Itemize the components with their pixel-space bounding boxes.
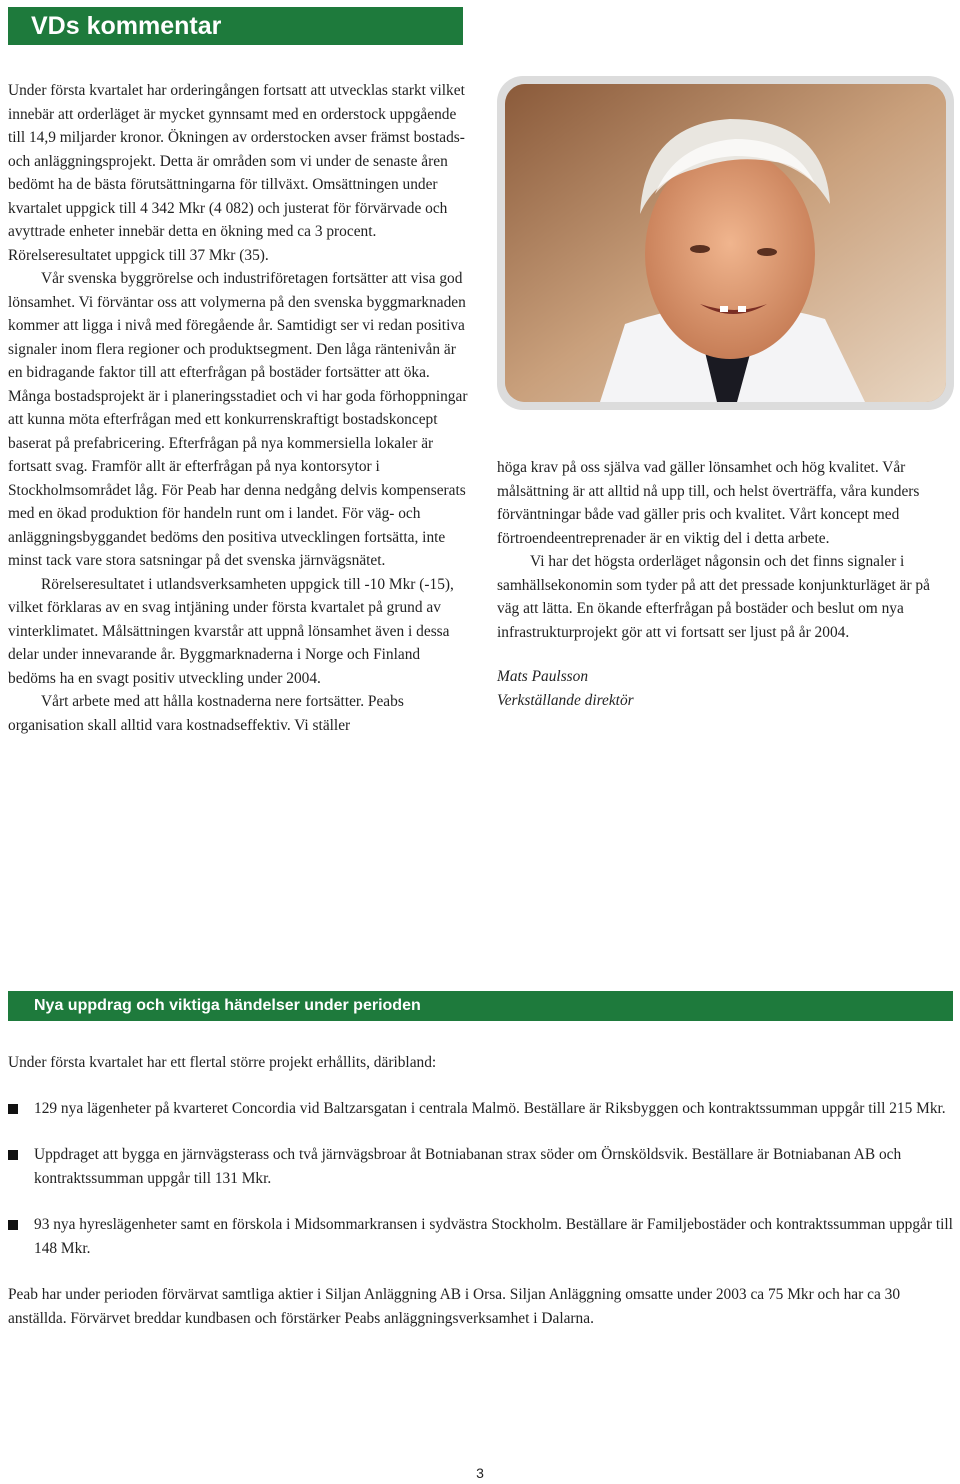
paragraph: Under första kvartalet har orderingången fortsatt att utvecklas starkt vilket innebär att orderläget är mycket gynnsamt med en orderstock uppgående till 14,9 miljarder kronor. Ökningen av orderstocken avser främst bostads- och anläggningsprojekt. Detta är områden som vi under de senaste åren bedömt ha de bästa förutsättningarna för tillväxt. Omsättningen under kvartalet uppgick till 4 342 Mkr (4 082) och justerat för förvärvade och avyttrade enheter innebär detta en ökning med ca 3 procent. Rörelseresultatet uppgick till 37 Mkr (35).: [8, 82, 465, 264]
list-item: [8, 1097, 953, 1121]
section-body: [8, 1051, 953, 1330]
left-column: [8, 79, 470, 737]
closing-paragraph: Peab har under perioden förvärvat samtliga aktier i Siljan Anläggning AB i Orsa. Siljan Anläggning omsatte under 2003 ca 75 Mkr och har ca 30 anställda. Förvärvet breddar kundbasen och förstärker Peabs anläggningsverksamhet i Dalarna.: [8, 1286, 901, 1327]
square-bullet-icon: [8, 1150, 18, 1160]
right-column: [497, 456, 953, 712]
paragraph: Vårt arbete med att hålla kostnaderna nere fortsätter. Peabs organisation skall alltid vara kostnadseffektiv. Vi ställer: [8, 693, 404, 734]
list-item-text: 93 nya hyreslägenheter samt en förskola i Midsommarkransen i sydvästra Stockholm. Beställare är Familjebostäder och kontraktssumman uppgår till 148 Mkr.: [34, 1216, 953, 1257]
list-item: [8, 1213, 953, 1260]
portrait-image: [505, 84, 946, 402]
ceo-portrait: [505, 84, 946, 402]
list-item-text: Uppdraget att bygga en järnvägsterass och två järnvägsbroar åt Botniabanan strax söder om Örnsköldsvik. Beställare är Botniabanan AB och kontraktssumman uppgår till 131 Mkr.: [34, 1146, 902, 1187]
square-bullet-icon: [8, 1104, 18, 1114]
signature-title: Verkställande direktör: [497, 691, 634, 709]
square-bullet-icon: [8, 1220, 18, 1230]
paragraph: Vår svenska byggrörelse och industriföretagen fortsätter att visa god lönsamhet. Vi förväntar oss att volymerna på den svenska byggmarknaden kommer att ligga i nivå med föregående år. Samtidigt ser vi redan positiva signaler inom flera regioner och produktsegment. Den låga räntenivån är en bidragande faktor till att efterfrågan på bostäder fortsätter att öka. Många bostadsprojekt är i planeringsstadiet och vi har goda förhoppningar att kunna möta efterfrågan med ett konkurrenskraftigt bostadskoncept baserat på prefabricering. Efterfrågan på nya kommersiella lokaler är fortsatt svag. Framför allt är efterfrågan på nya kontorsytor i Stockholmsområdet låg. För Peab har denna nedgång delvis kompenserats med en ökad produktion för handeln runt om i landet. För väg- och anläggningsbyggandet bedöms den positiva utvecklingen fortsätta, inte minst tack vare stora satsningar på det svenska järnvägsnätet.: [8, 270, 468, 569]
paragraph: höga krav på oss själva vad gäller lönsamhet och hög kvalitet. Vår målsättning är att alltid nå upp till, och helst överträffa, våra kunders förväntningar både vad gäller pris och kvalitet. Vårt koncept med förtroendeentreprenader är en viktig del i detta arbete.: [497, 459, 920, 547]
paragraph: Vi har det högsta orderläget någonsin och det finns signaler i samhällsekonomin som tyder på att det pressade konjunkturläget är på väg att lätta. En ökande efterfrågan på bostäder och beslut om nya infrastrukturprojekt gör att vi fortsatt ser ljust på år 2004.: [497, 553, 930, 641]
paragraph: Rörelseresultatet i utlandsverksamheten uppgick till -10 Mkr (-15), vilket förklaras av en svag intjäning under första kvartalet på grund av vinterklimatet. Målsättningen kvarstår att uppnå lönsamhet även i dessa delar under innevarande år. Byggmarknaderna i Norge och Finland bedöms ha en svagt positiv utveckling under 2004.: [8, 575, 454, 687]
bullet-list: [8, 1097, 953, 1261]
signature-name: Mats Paulsson: [497, 668, 589, 685]
section-heading: Nya uppdrag och viktiga händelser under perioden: [8, 991, 953, 1021]
page-number: 3: [476, 1465, 484, 1481]
section-intro: Under första kvartalet har ett flertal större projekt erhållits, däribland:: [8, 1054, 437, 1071]
page-title: VDs kommentar: [8, 7, 463, 45]
list-item-text: 129 nya lägenheter på kvarteret Concordia vid Baltzarsgatan i centrala Malmö. Beställare är Riksbyggen och kontraktssumman uppgår till 215 Mkr.: [34, 1099, 946, 1117]
ceo-portrait-frame: [497, 76, 954, 410]
list-item: [8, 1143, 953, 1190]
